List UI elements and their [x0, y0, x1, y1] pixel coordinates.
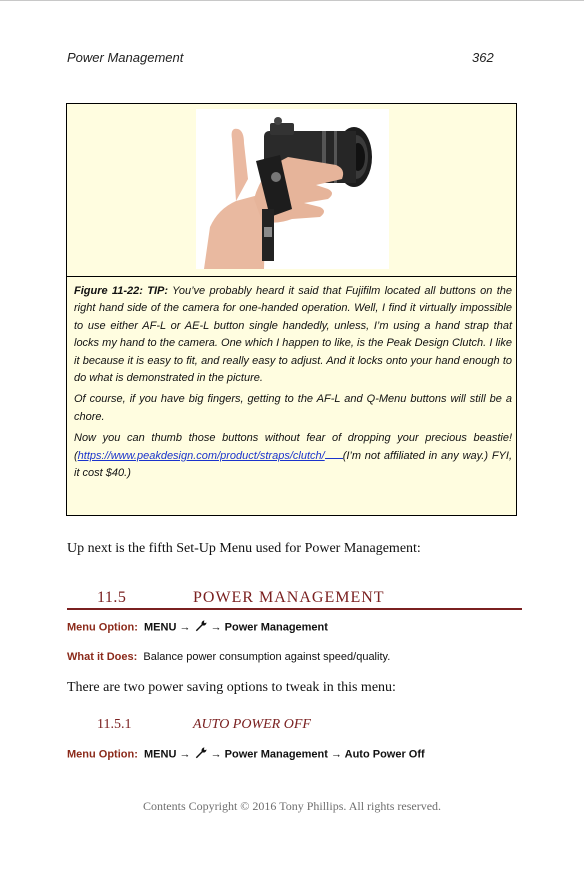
- caption-lead: Figure 11-22: TIP:: [74, 285, 169, 297]
- figure-box: [66, 103, 517, 516]
- caption-text-3a: Now you can thumb those buttons without fear of dropping your precious beastie! (: [74, 432, 512, 462]
- caption-text-3b: (I’m not affiliated in any way.) FYI, it cost $40.): [74, 449, 512, 480]
- section-number: 11.5: [97, 589, 127, 606]
- section-underline: [67, 608, 522, 610]
- running-header-title: Power Management: [67, 50, 184, 65]
- menu-path-suffix: → Power Management: [210, 621, 328, 634]
- menu-option-label: Menu Option:: [67, 621, 138, 634]
- caption-paragraph-2: Of course, if you have big fingers, getting to the AF-L and Q-Menu buttons will still be a chore.: [74, 393, 512, 423]
- caption-divider: [67, 276, 516, 277]
- page-number: 362: [472, 50, 494, 65]
- peak-design-link[interactable]: https://www.peakdesign.com/product/straps/clutch/: [77, 449, 325, 462]
- caption-paragraph-1: [74, 283, 512, 387]
- menu-path-prefix: MENU →: [144, 621, 191, 634]
- power-options-paragraph: There are two power saving options to tweak in this menu:: [67, 680, 396, 695]
- subsection-title: AUTO POWER OFF: [193, 717, 311, 732]
- menu-option-label-2: Menu Option:: [67, 748, 138, 761]
- hand-strap-camera-photo: [196, 109, 389, 269]
- page-top-border: [0, 0, 584, 1]
- menu-path-prefix-2: MENU →: [144, 748, 191, 761]
- wrench-icon-2: [195, 747, 207, 762]
- what-it-does-label: What it Does:: [67, 651, 138, 663]
- caption-text-1: You’ve probably heard it said that Fujifilm located all buttons on the right hand side of the camera for one-handed operation. Well, I find it virtually impossible to use either AF-L or AE-L button single handedly, unless, I’m using a hand strap that locks my hand to the camera. One which I happen to like, is the Peak Design Clutch. I like it because it is easy to fit, and really easy to adjust. And it locks onto your hand enough to do what is demonstrated in the picture.: [74, 285, 512, 385]
- section-title: POWER MANAGEMENT: [193, 589, 385, 606]
- menu-option-line-2: [67, 747, 425, 762]
- copyright-footer: Contents Copyright © 2016 Tony Phillips. All rights reserved.: [142, 799, 442, 813]
- what-it-does-line: [67, 651, 390, 663]
- wrench-icon: [195, 620, 207, 635]
- figure-caption: [74, 283, 512, 486]
- menu-option-line-1: [67, 620, 328, 635]
- subsection-number: 11.5.1: [97, 717, 132, 732]
- caption-paragraph-3: [74, 430, 512, 482]
- what-it-does-text: Balance power consumption against speed/quality.: [143, 651, 391, 663]
- intro-paragraph: Up next is the fifth Set-Up Menu used for Power Management:: [67, 541, 421, 556]
- menu-path-suffix-2: → Power Management → Auto Power Off: [210, 748, 425, 761]
